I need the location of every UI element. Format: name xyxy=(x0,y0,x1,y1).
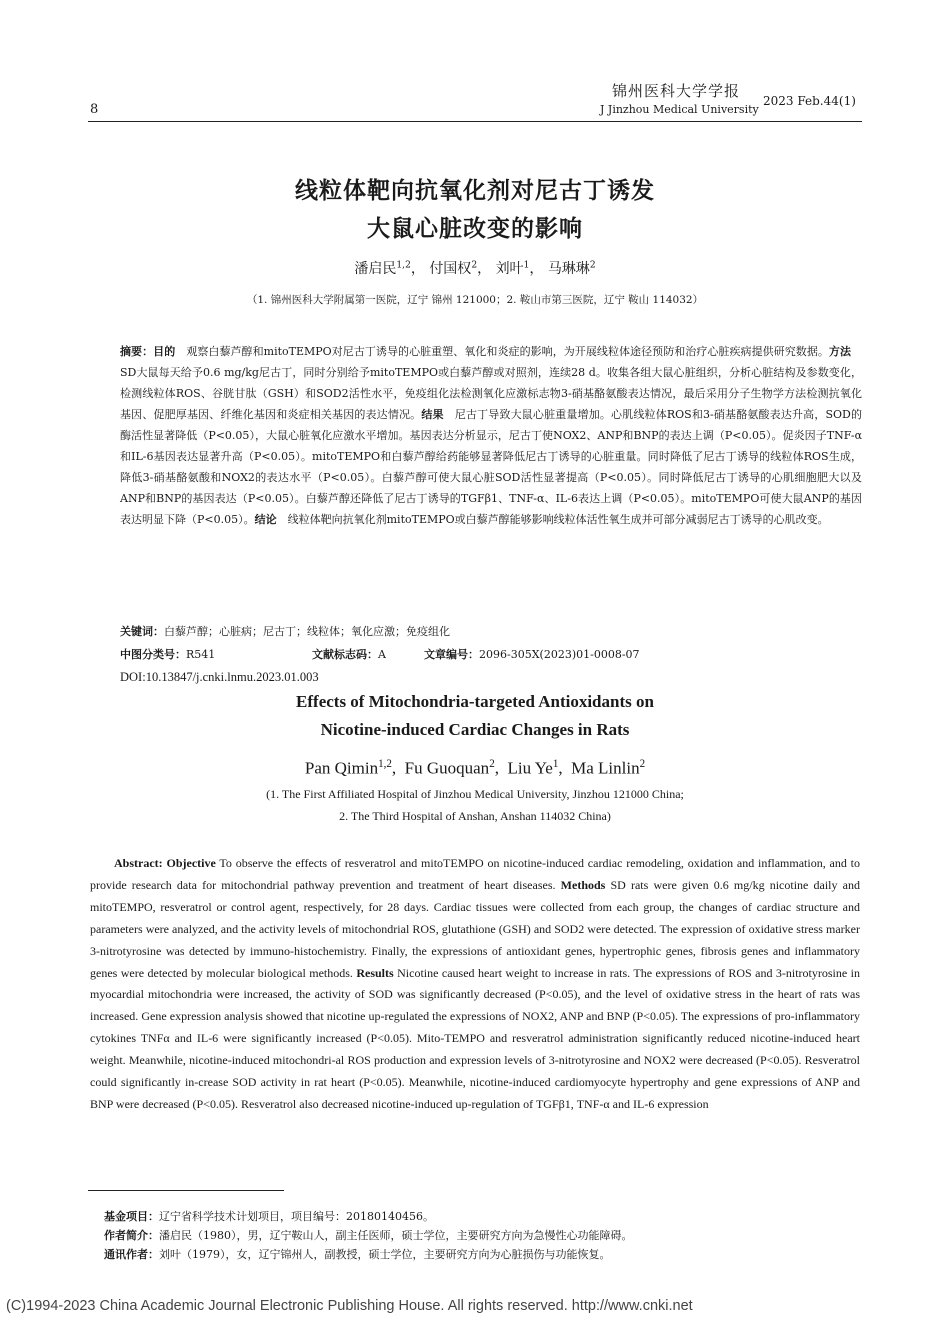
abstract-cn xyxy=(120,341,862,530)
classification-article: 文章编号：2096-305X(2023)01-0008-07 xyxy=(424,648,640,661)
journal-issue: 2023 Feb.44(1) xyxy=(763,94,856,108)
classification-doc: 文献标志码：A xyxy=(312,648,386,661)
author-en: Liu Ye xyxy=(507,758,553,778)
author-en: Pan Qimin xyxy=(304,758,379,778)
doi: DOI:10.13847/j.cnki.lnmu.2023.01.003 xyxy=(120,670,319,684)
objective-en-label: Objective xyxy=(166,856,216,870)
authors-cn: 潘启民$^{1,2}$， 付国权$^2$， 刘叶$^1$， 马琳琳$^2$ xyxy=(354,260,596,277)
author-cn: 马琳琳 xyxy=(547,261,590,277)
author-cn: 潘启民 xyxy=(354,261,397,277)
footnote-rule xyxy=(88,1190,284,1191)
affiliations-en-line2: 2. The Third Hospital of Anshan, Anshan 114032 China) xyxy=(339,809,611,823)
objective-text: 观察白藜芦醇和mitoTEMPO对尼古丁诱导的心脏重塑、氧化和炎症的影响，为开展线粒体途径预防和治疗心脏疾病提供研究数据。 xyxy=(175,345,829,358)
methods-text: SD大鼠每天给予0.6 mg/kg尼古丁，同时分别给予mitoTEMPO或白藜芦醇或对照剂，连续28 d。收集各组大鼠心脏组织，分析心脏结构及参数变化，检测线粒体ROS、谷胱甘肽（GSH）和SOD2活性水平，免疫组化法检测氧化应激标志物3-硝基酪氨酸表达情况，最后采用分子生物学方法检测抗氧化基因、促肥厚基因、纤维化基因和炎症相关基因的表达情况。 xyxy=(120,345,863,421)
journal-title-en: J Jinzhou Medical University xyxy=(600,103,759,116)
journal-title-cn: 锦州医科大学学报 xyxy=(612,82,741,100)
results-text: 尼古丁导致大鼠心脏重量增加。心肌线粒体ROS和3-硝基酪氨酸表达升高，SOD的酶活性显著降低（P<0.05），大鼠心脏氧化应激水平增加。基因表达分析显示，尼古丁使NOX2、ANP和BNP的表达上调（P<0.05）。促炎因子TNF-α和IL-6基因表达显著升高（P<0.05）。mitoTEMPO和白藜芦醇给药能够显著降低尼古丁诱导的心脏重量。同时降低了尼古丁诱导的线粒体ROS生成，降低3-硝基酪氨酸和NOX2的表达水平（P<0.05）。白藜芦醇可使大鼠心脏SOD活性显著提高（P<0.05）。同时降低尼古丁诱导的心肌细胞肥大以及ANP和BNP的基因表达（P<0.05）。白藜芦醇还降低了尼古丁诱导的TGFβ1、TNF-α、IL-6表达上调（P<0.05）。mitoTEMPO可使大鼠ANP的基因表达明显下降（P<0.05）。 xyxy=(120,408,863,526)
title-cn-line2: 大鼠心脏改变的影响 xyxy=(367,216,583,242)
authors-en: Pan Qimin$^{1,2}$, Fu Guoquan$^2$, Liu Ye$^1$, Ma Linlin$^2$ xyxy=(304,758,646,778)
title-en-line1: Effects of Mitochondria-targeted Antioxidants on xyxy=(296,692,654,711)
objective-en-text: To observe the effects of resveratrol and mitoTEMPO on nicotine-induced cardiac remodeling, oxidation and inflammation, and to provide research data for mitochondrial pathway prevention and treatment of heart diseases. xyxy=(90,856,861,892)
keywords-text: 白藜芦醇；心脏病；尼古丁；线粒体；氧化应激；免疫组化 xyxy=(164,625,450,638)
author-en: Fu Guoquan xyxy=(404,758,490,778)
author-cn: 付国权 xyxy=(429,261,472,277)
author-cn: 刘叶 xyxy=(495,261,524,277)
results-en-label: Results xyxy=(356,965,394,980)
conclusion-text: 线粒体靶向抗氧化剂mitoTEMPO或白藜芦醇能够影响线粒体活性氧生成并可部分减弱尼古丁诱导的心肌改变。 xyxy=(276,513,829,526)
footnote-corresponding: 通讯作者：刘叶（1979），女，辽宁锦州人，副教授，硕士学位，主要研究方向为心脏损伤与功能恢复。 xyxy=(104,1248,611,1261)
abstract-cn-label: 摘要： xyxy=(120,345,154,358)
results-label: 结果 xyxy=(421,408,444,421)
footnote-funding: 基金项目：辽宁省科学技术计划项目，项目编号：20180140456。 xyxy=(104,1210,434,1223)
objective-label: 目的 xyxy=(153,345,176,358)
page-number: 8 xyxy=(90,102,99,117)
author-en: Ma Linlin xyxy=(571,758,640,778)
title-en-line2: Nicotine-induced Cardiac Changes in Rats xyxy=(320,720,630,739)
methods-en-text: SD rats were given 0.6 mg/kg nicotine daily and mitoTEMPO, resveratrol or control agent, respectively, for 28 days. Cardiac tissues were collected from each group, the changes of cardiac structure and parameters were analyzed, and the activity levels of mitochondrial ROS, glutathione (GSH) and SOD2 were detected. The expression of oxidative stress marker 3-nitrotyrosine was detected by immuno-histochemistry. Finally, the expressions of antioxidant genes, hypertrophic genes, fibrosis genes and inflammatory genes were detected by molecular biological methods. xyxy=(90,877,860,980)
header-rule xyxy=(88,121,862,122)
abstract-en-label: Abstract: xyxy=(114,856,167,870)
footnote-author-bio: 作者简介：潘启民（1980），男，辽宁鞍山人，副主任医师，硕士学位，主要研究方向为急慢性心功能障碍。 xyxy=(104,1229,633,1242)
results-en-text: Nicotine caused heart weight to increase in rats. The expressions of ROS and 3-nitrotyrosine in myocardial mitochondria were increased, the activity of SOD was significantly decreased (P<0.05), and the level of oxidative stress in the heart of rats was increased. Gene expression analysis showed that nicotine up-regulated the expressions of NOX2, ANP and BNP (P<0.05). The expressions of pro-inflammatory cytokines TNFα and IL-6 were significantly increased (P<0.05). Mito-TEMPO and resveratrol administration significantly reduced nicotine-induced heart weight. Meanwhile, nicotine-induced mitochondri-al ROS production and expression levels of 3-nitrotyrosine and NOX2 were decreased (P<0.05). Resveratrol could significantly in-crease SOD activity in rat heart (P<0.05). Meanwhile, nicotine-induced cardiomyocyte hypertrophy and gene expressions of ANP and BNP were decreased (P<0.05). Resveratrol also decreased nicotine-induced up-regulation of TGFβ1, TNF-α and IL-6 expression xyxy=(90,965,860,1111)
keywords: 关键词：白藜芦醇；心脏病；尼古丁；线粒体；氧化应激；免疫组化 xyxy=(120,625,450,638)
copyright-notice: (C)1994-2023 China Academic Journal Electronic Publishing House. All rights reserved. http://www.cnki.net xyxy=(6,1298,693,1314)
affiliations-cn: （1. 锦州医科大学附属第一医院，辽宁 锦州 121000；2. 鞍山市第三医院，辽宁 鞍山 114032） xyxy=(246,294,704,306)
conclusion-label: 结论 xyxy=(254,513,277,526)
methods-label: 方法 xyxy=(828,345,852,358)
methods-en-label: Methods xyxy=(560,877,606,892)
classification-clc: 中图分类号：R541 xyxy=(120,648,216,661)
affiliations-en-line1: (1. The First Affiliated Hospital of Jinzhou Medical University, Jinzhou 121000 China; xyxy=(266,787,684,801)
abstract-en xyxy=(90,853,860,1116)
title-cn-line1: 线粒体靶向抗氧化剂对尼古丁诱发 xyxy=(295,178,655,204)
